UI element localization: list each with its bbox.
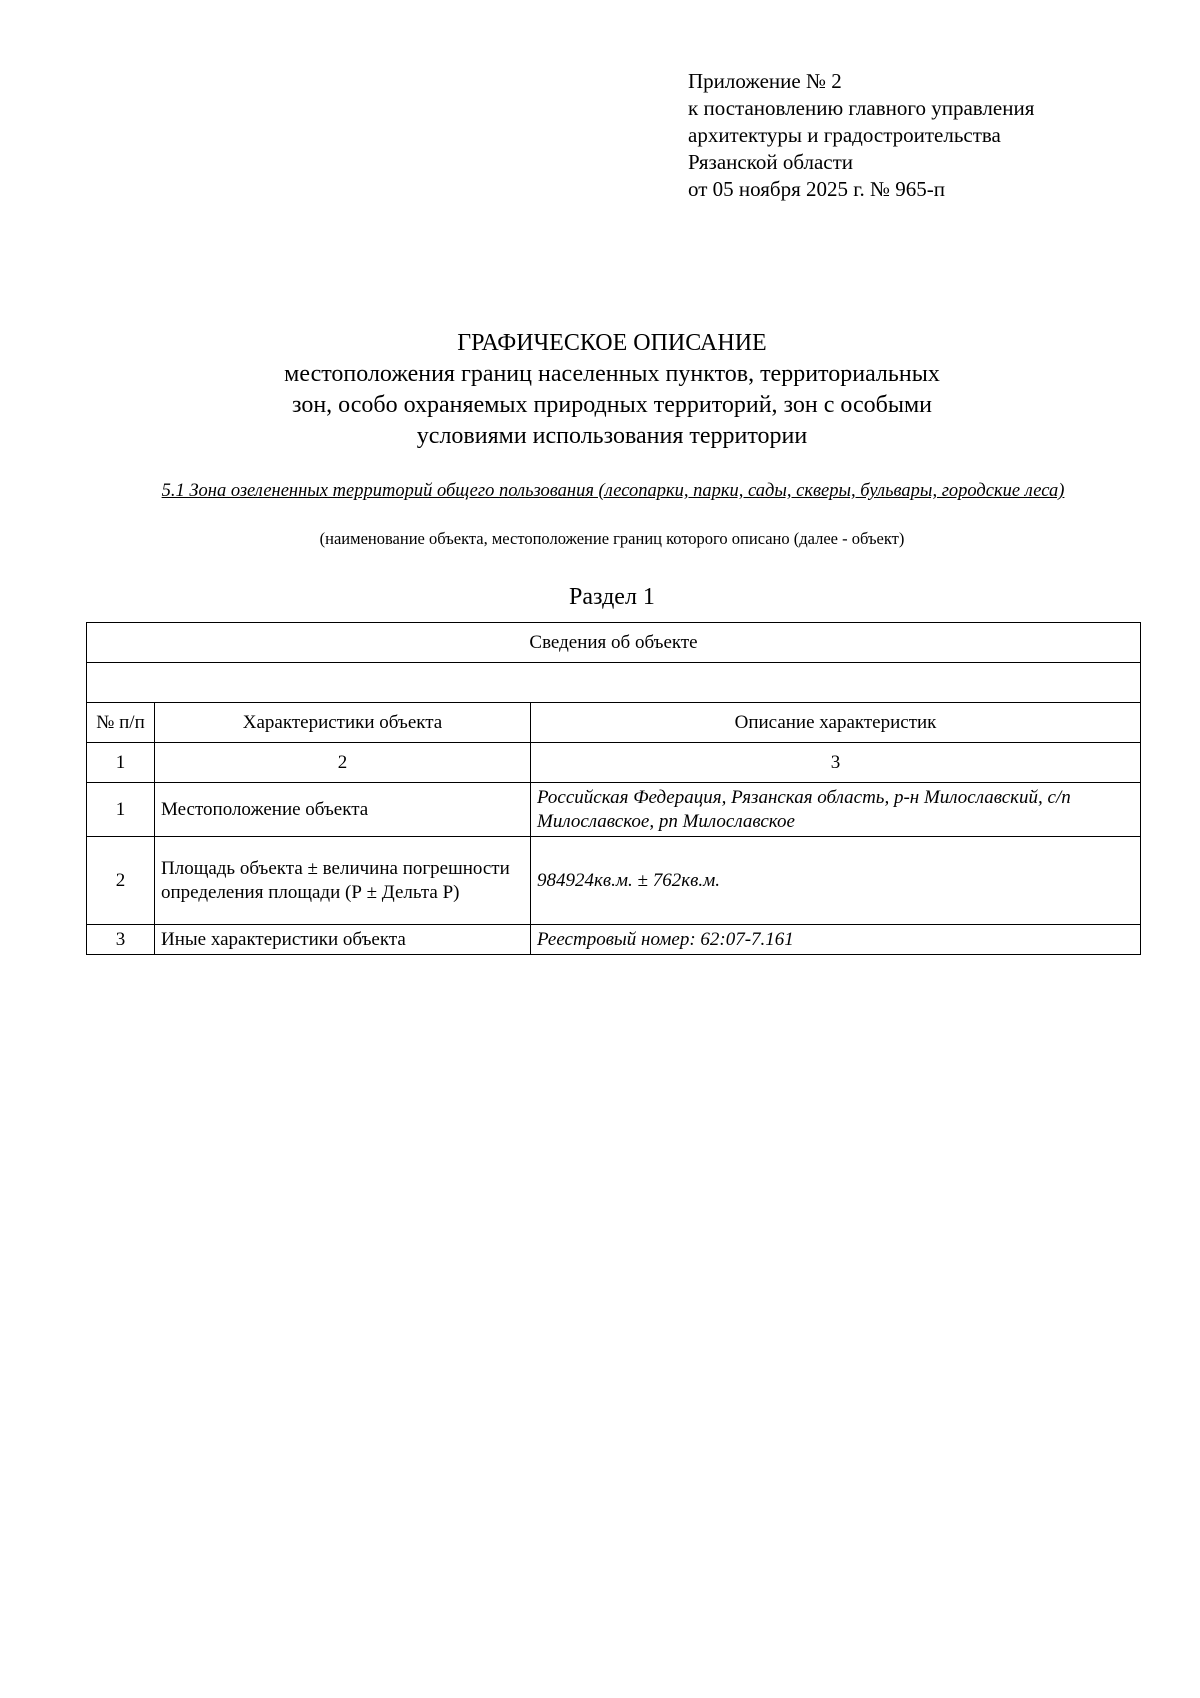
appendix-header — [688, 68, 1034, 203]
row-characteristic: Местоположение объекта — [155, 783, 531, 837]
object-caption: (наименование объекта, местоположение границ которого описано (далее - объект) — [319, 529, 905, 548]
appendix-line: Рязанской области — [688, 150, 854, 174]
row-description: Реестровый номер: 62:07-7.161 — [531, 925, 1141, 955]
row-number: 2 — [87, 837, 155, 925]
table-empty-row — [87, 663, 1141, 703]
appendix-line: архитектуры и градостроительства — [688, 123, 1001, 147]
row-characteristic: Площадь объекта ± величина погрешности определения площади (Р ± Дельта Р) — [155, 837, 531, 925]
title-line: местоположения границ населенных пунктов, территориальных — [284, 361, 940, 387]
table-column-numbers-row — [87, 743, 1141, 783]
title-heading: ГРАФИЧЕСКОЕ ОПИСАНИЕ — [457, 330, 767, 356]
table-empty-cell — [87, 663, 1141, 703]
column-number: 3 — [531, 743, 1141, 783]
row-description: Российская Федерация, Рязанская область, р-н Милославский, с/п Милославское, рп Милославское — [531, 783, 1141, 837]
header-number: № п/п — [87, 703, 155, 743]
appendix-line: от 05 ноября 2025 г. № 965-п — [688, 177, 946, 201]
section-title: Раздел 1 — [569, 584, 655, 610]
document-title — [0, 328, 1200, 452]
row-number: 3 — [87, 925, 155, 955]
header-characteristic: Характеристики объекта — [155, 703, 531, 743]
row-number: 1 — [87, 783, 155, 837]
row-characteristic: Иные характеристики объекта — [155, 925, 531, 955]
object-name: 5.1 Зона озелененных территорий общего пользования (лесопарки, парки, сады, скверы, бульвары, городские леса) — [161, 481, 1065, 501]
appendix-line: Приложение № 2 — [688, 69, 842, 93]
table-row — [87, 925, 1141, 955]
table-caption-row — [87, 623, 1141, 663]
title-line: условиями использования территории — [416, 423, 808, 449]
table-header-row — [87, 703, 1141, 743]
column-number: 2 — [155, 743, 531, 783]
object-info-table — [86, 622, 1141, 955]
appendix-line: к постановлению главного управления — [688, 96, 1035, 120]
title-line: зон, особо охраняемых природных территорий, зон с особыми — [291, 392, 933, 418]
table-row — [87, 783, 1141, 837]
table-caption: Сведения об объекте — [87, 623, 1141, 663]
table-row — [87, 837, 1141, 925]
header-description: Описание характеристик — [531, 703, 1141, 743]
column-number: 1 — [87, 743, 155, 783]
row-description: 984924кв.м. ± 762кв.м. — [531, 837, 1141, 925]
